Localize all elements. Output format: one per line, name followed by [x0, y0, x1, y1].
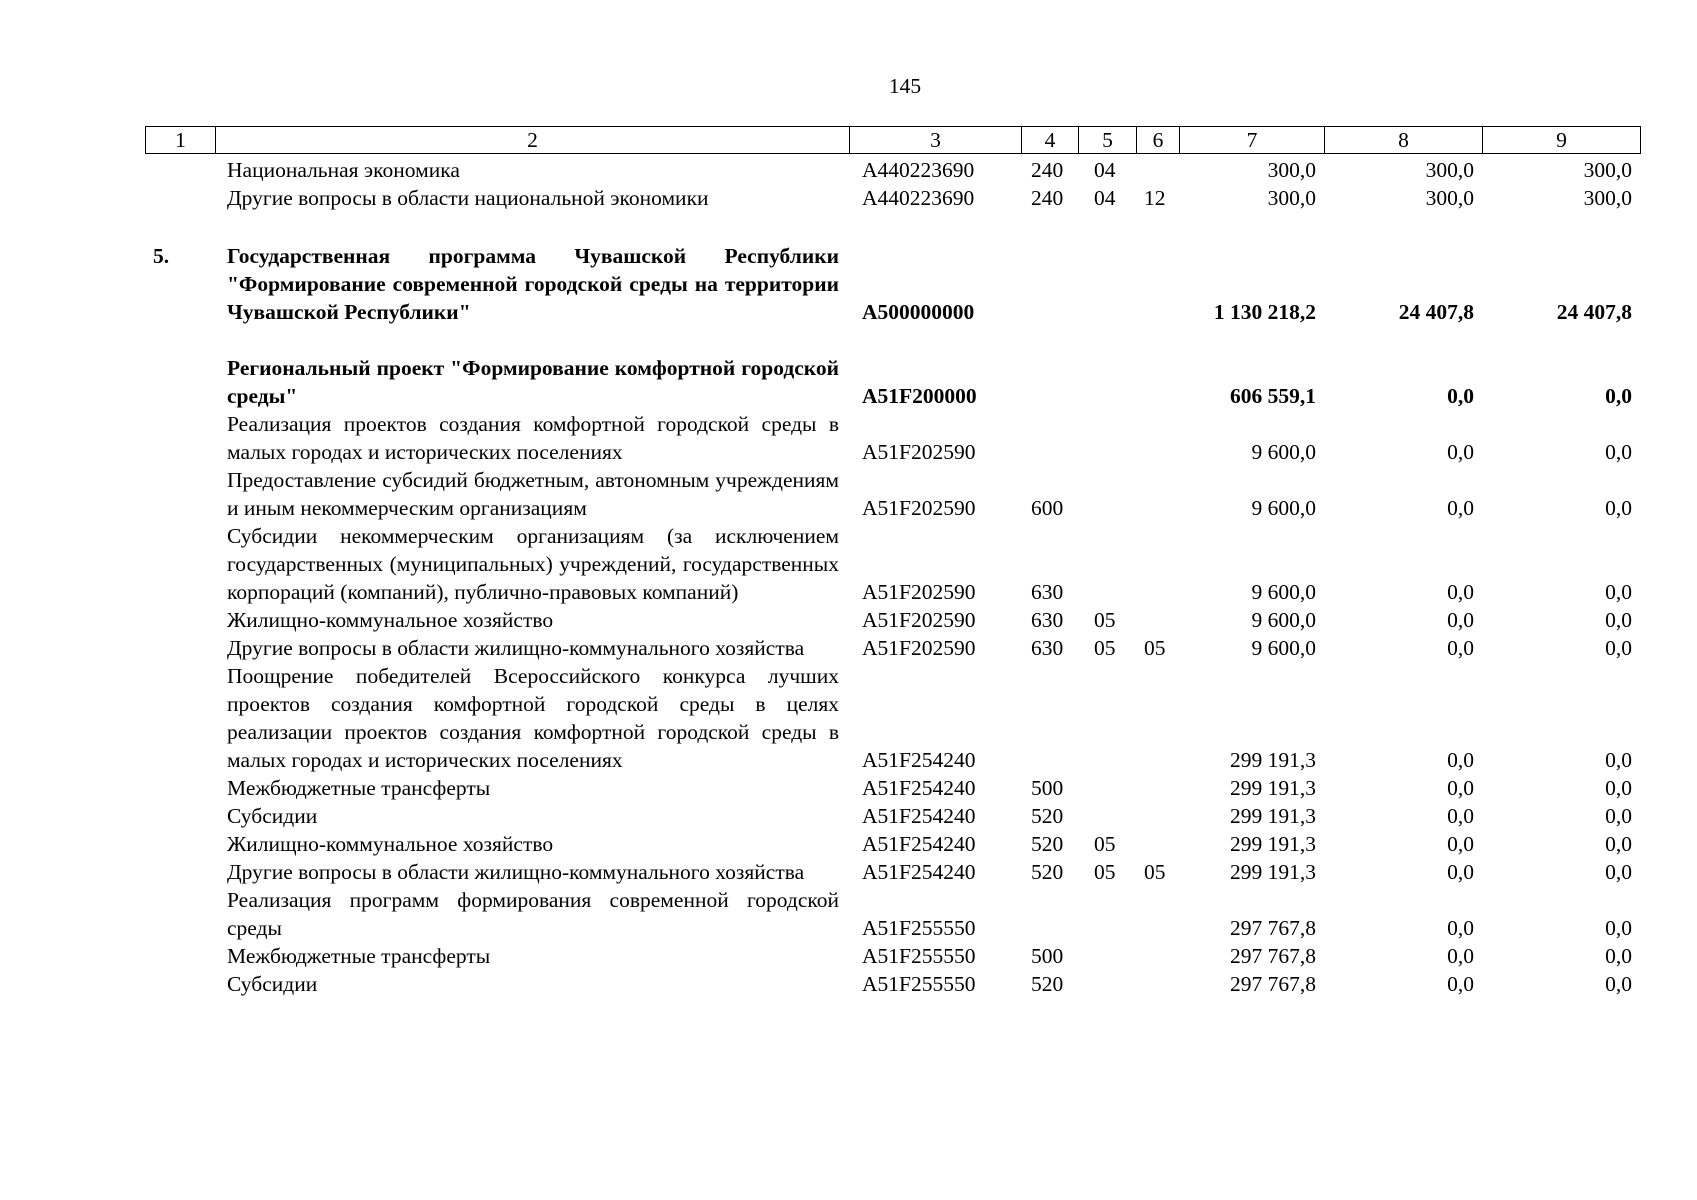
row-code: А51F200000: [862, 384, 977, 408]
row-subsection: 05: [1144, 636, 1166, 660]
row-subsection: [1136, 662, 1179, 774]
row-value-2: 0,0: [1447, 944, 1474, 968]
row-value-1: 606 559,1: [1230, 384, 1316, 408]
row-value-2: 0,0: [1447, 776, 1474, 800]
row-subsection: [1136, 942, 1179, 970]
row-type: 500: [1031, 944, 1064, 968]
row-value-1: 9 600,0: [1251, 496, 1316, 520]
row-section: 05: [1094, 860, 1116, 884]
row-code: А51F202590: [862, 580, 976, 604]
table-row: [145, 858, 1640, 886]
row-index: [145, 858, 215, 886]
row-value-1: 9 600,0: [1251, 580, 1316, 604]
row-name: Другие вопросы в области жилищно-коммунального хозяйства: [227, 860, 805, 884]
row-value-3: 0,0: [1605, 748, 1632, 772]
row-value-2: 0,0: [1447, 384, 1474, 408]
table-row: [145, 606, 1640, 634]
row-section: [1078, 886, 1136, 942]
row-index: 5.: [153, 244, 170, 268]
row-value-2: 0,0: [1447, 860, 1474, 884]
table-row: [145, 942, 1640, 970]
row-value-2: 0,0: [1447, 608, 1474, 632]
row-value-1: 297 767,8: [1230, 972, 1316, 996]
row-index: [145, 522, 215, 606]
row-code: А51F202590: [862, 440, 976, 464]
row-value-1: 299 191,3: [1230, 748, 1316, 772]
column-header: 7: [1180, 127, 1325, 154]
row-subsection: [1136, 886, 1179, 942]
row-code: А51F254240: [862, 776, 976, 800]
table-row: [145, 634, 1640, 662]
column-header: 5: [1079, 127, 1137, 154]
row-value-2: 300,0: [1425, 186, 1474, 210]
row-type: 520: [1031, 804, 1064, 828]
row-value-3: 0,0: [1605, 944, 1632, 968]
row-type: 630: [1031, 636, 1064, 660]
row-value-3: 0,0: [1605, 580, 1632, 604]
row-type: [1021, 662, 1078, 774]
row-value-1: 300,0: [1267, 158, 1316, 182]
row-index: [145, 662, 215, 774]
row-value-3: 0,0: [1605, 440, 1632, 464]
column-header: 2: [216, 127, 850, 154]
row-value-2: 0,0: [1447, 440, 1474, 464]
row-subsection: [1136, 830, 1179, 858]
table-row: [145, 774, 1640, 802]
row-type: 600: [1031, 496, 1064, 520]
row-type: 520: [1031, 832, 1064, 856]
row-code: А51F254240: [862, 748, 976, 772]
row-value-2: 0,0: [1447, 972, 1474, 996]
row-subsection: 12: [1144, 186, 1166, 210]
row-value-2: 0,0: [1447, 804, 1474, 828]
table-row: [145, 802, 1640, 830]
row-value-1: 299 191,3: [1230, 804, 1316, 828]
row-name: Субсидии: [227, 972, 318, 996]
row-type: [1021, 886, 1078, 942]
table-row: [145, 410, 1640, 466]
budget-table: [145, 156, 1640, 998]
row-value-3: 0,0: [1605, 636, 1632, 660]
row-value-3: 0,0: [1605, 496, 1632, 520]
row-value-1: 299 191,3: [1230, 832, 1316, 856]
row-value-1: 9 600,0: [1251, 440, 1316, 464]
row-subsection: [1136, 606, 1179, 634]
row-name: Предоставление субсидий бюджетным, автономным учреждениям и иным некоммерческим организациям: [227, 468, 839, 520]
row-type: 520: [1031, 972, 1064, 996]
row-code: А51F255550: [862, 944, 976, 968]
row-value-2: 24 407,8: [1398, 300, 1474, 324]
row-code: А51F202590: [862, 496, 976, 520]
row-index: [145, 354, 215, 410]
row-section: [1078, 354, 1136, 410]
row-name: Жилищно-коммунальное хозяйство: [227, 608, 554, 632]
table-row: [145, 522, 1640, 606]
row-name: Межбюджетные трансферты: [227, 944, 491, 968]
row-type: 240: [1031, 186, 1064, 210]
row-index: [145, 970, 215, 998]
row-code: А440223690: [862, 186, 975, 210]
row-type: [1021, 242, 1078, 326]
row-value-1: 9 600,0: [1251, 636, 1316, 660]
row-value-2: 0,0: [1447, 496, 1474, 520]
row-name: Государственная программа Чувашской Республики "Формирование современной городской среды на территории Чувашской Республики": [227, 244, 839, 324]
row-section: [1078, 942, 1136, 970]
row-value-3: 0,0: [1605, 832, 1632, 856]
table-row: [145, 242, 1640, 326]
row-section: [1078, 662, 1136, 774]
row-value-3: 0,0: [1605, 860, 1632, 884]
row-section: [1078, 522, 1136, 606]
table-row: [145, 156, 1640, 184]
row-index: [145, 184, 215, 212]
column-header-table: [145, 126, 1641, 154]
column-header: 4: [1022, 127, 1079, 154]
row-name: Поощрение победителей Всероссийского конкурса лучших проектов создания комфортной городской среды в целях реализации проектов создания комфортной городской среды в малых городах и исторических поселениях: [227, 664, 839, 772]
row-index: [145, 634, 215, 662]
row-value-3: 0,0: [1605, 804, 1632, 828]
row-index: [145, 466, 215, 522]
row-name: Субсидии: [227, 804, 318, 828]
row-value-3: 0,0: [1605, 608, 1632, 632]
row-code: А51F255550: [862, 916, 976, 940]
row-value-3: 300,0: [1583, 158, 1632, 182]
row-code: А440223690: [862, 158, 975, 182]
row-type: 630: [1031, 608, 1064, 632]
row-section: [1078, 802, 1136, 830]
row-code: А51F254240: [862, 804, 976, 828]
row-name: Региональный проект "Формирование комфортной городской среды": [227, 356, 839, 408]
row-code: А51F255550: [862, 972, 976, 996]
row-value-2: 0,0: [1447, 916, 1474, 940]
row-section: [1078, 242, 1136, 326]
row-name: Другие вопросы в области жилищно-коммунального хозяйства: [227, 636, 805, 660]
row-name: Другие вопросы в области национальной экономики: [227, 186, 709, 210]
row-value-3: 300,0: [1583, 186, 1632, 210]
row-subsection: [1136, 242, 1179, 326]
row-value-2: 0,0: [1447, 636, 1474, 660]
table-row: [145, 662, 1640, 774]
row-value-2: 0,0: [1447, 748, 1474, 772]
row-index: [145, 886, 215, 942]
page-number: 145: [888, 74, 922, 98]
row-index: [145, 606, 215, 634]
row-value-2: 0,0: [1447, 832, 1474, 856]
column-header: 6: [1137, 127, 1180, 154]
row-index: [145, 774, 215, 802]
row-code: А51F202590: [862, 608, 976, 632]
table-row: [145, 354, 1640, 410]
row-subsection: [1136, 970, 1179, 998]
row-type: 630: [1031, 580, 1064, 604]
row-name: Национальная экономика: [227, 158, 460, 182]
row-value-3: 24 407,8: [1556, 300, 1632, 324]
row-index: [145, 830, 215, 858]
row-type: 520: [1031, 860, 1064, 884]
row-name: Реализация программ формирования современной городской среды: [227, 888, 839, 940]
column-header-row: [146, 127, 1641, 154]
spacer-row: [145, 212, 1640, 242]
row-section: 05: [1094, 636, 1116, 660]
row-type: [1021, 354, 1078, 410]
row-section: [1078, 410, 1136, 466]
table-row: [145, 886, 1640, 942]
row-section: 05: [1094, 832, 1116, 856]
row-section: 04: [1094, 186, 1116, 210]
row-name: Реализация проектов создания комфортной городской среды в малых городах и исторических поселениях: [227, 412, 839, 464]
row-code: А51F254240: [862, 832, 976, 856]
table-row: [145, 184, 1640, 212]
row-code: А51F202590: [862, 636, 976, 660]
column-header: 3: [850, 127, 1022, 154]
row-value-1: 1 130 218,2: [1213, 300, 1316, 324]
column-header: 1: [146, 127, 216, 154]
row-value-1: 297 767,8: [1230, 944, 1316, 968]
row-value-3: 0,0: [1605, 972, 1632, 996]
row-type: 500: [1031, 776, 1064, 800]
row-value-1: 299 191,3: [1230, 776, 1316, 800]
row-value-2: 0,0: [1447, 580, 1474, 604]
row-value-1: 297 767,8: [1230, 916, 1316, 940]
spacer-row: [145, 326, 1640, 354]
row-subsection: [1136, 774, 1179, 802]
row-value-3: 0,0: [1605, 776, 1632, 800]
row-value-1: 300,0: [1267, 186, 1316, 210]
row-subsection: [1136, 802, 1179, 830]
row-subsection: [1136, 156, 1179, 184]
row-code: А500000000: [862, 300, 975, 324]
row-section: [1078, 466, 1136, 522]
row-code: А51F254240: [862, 860, 976, 884]
column-header: 8: [1325, 127, 1483, 154]
table-row: [145, 970, 1640, 998]
row-section: [1078, 970, 1136, 998]
row-section: 04: [1094, 158, 1116, 182]
table-row: [145, 466, 1640, 522]
row-type: [1021, 410, 1078, 466]
row-index: [145, 802, 215, 830]
row-subsection: [1136, 354, 1179, 410]
row-name: Жилищно-коммунальное хозяйство: [227, 832, 554, 856]
row-name: Межбюджетные трансферты: [227, 776, 491, 800]
row-value-3: 0,0: [1605, 916, 1632, 940]
row-subsection: [1136, 522, 1179, 606]
row-value-1: 299 191,3: [1230, 860, 1316, 884]
row-index: [145, 410, 215, 466]
table-row: [145, 830, 1640, 858]
column-header: 9: [1483, 127, 1641, 154]
row-index: [145, 156, 215, 184]
row-value-1: 9 600,0: [1251, 608, 1316, 632]
row-value-2: 300,0: [1425, 158, 1474, 182]
row-section: 05: [1094, 608, 1116, 632]
row-index: [145, 942, 215, 970]
row-value-3: 0,0: [1605, 384, 1632, 408]
row-subsection: [1136, 410, 1179, 466]
row-subsection: [1136, 466, 1179, 522]
row-type: 240: [1031, 158, 1064, 182]
row-subsection: 05: [1144, 860, 1166, 884]
row-section: [1078, 774, 1136, 802]
row-name: Субсидии некоммерческим организациям (за исключением государственных (муниципальных) учреждений, государственных корпораций (компаний), публично-правовых компаний): [227, 524, 839, 604]
